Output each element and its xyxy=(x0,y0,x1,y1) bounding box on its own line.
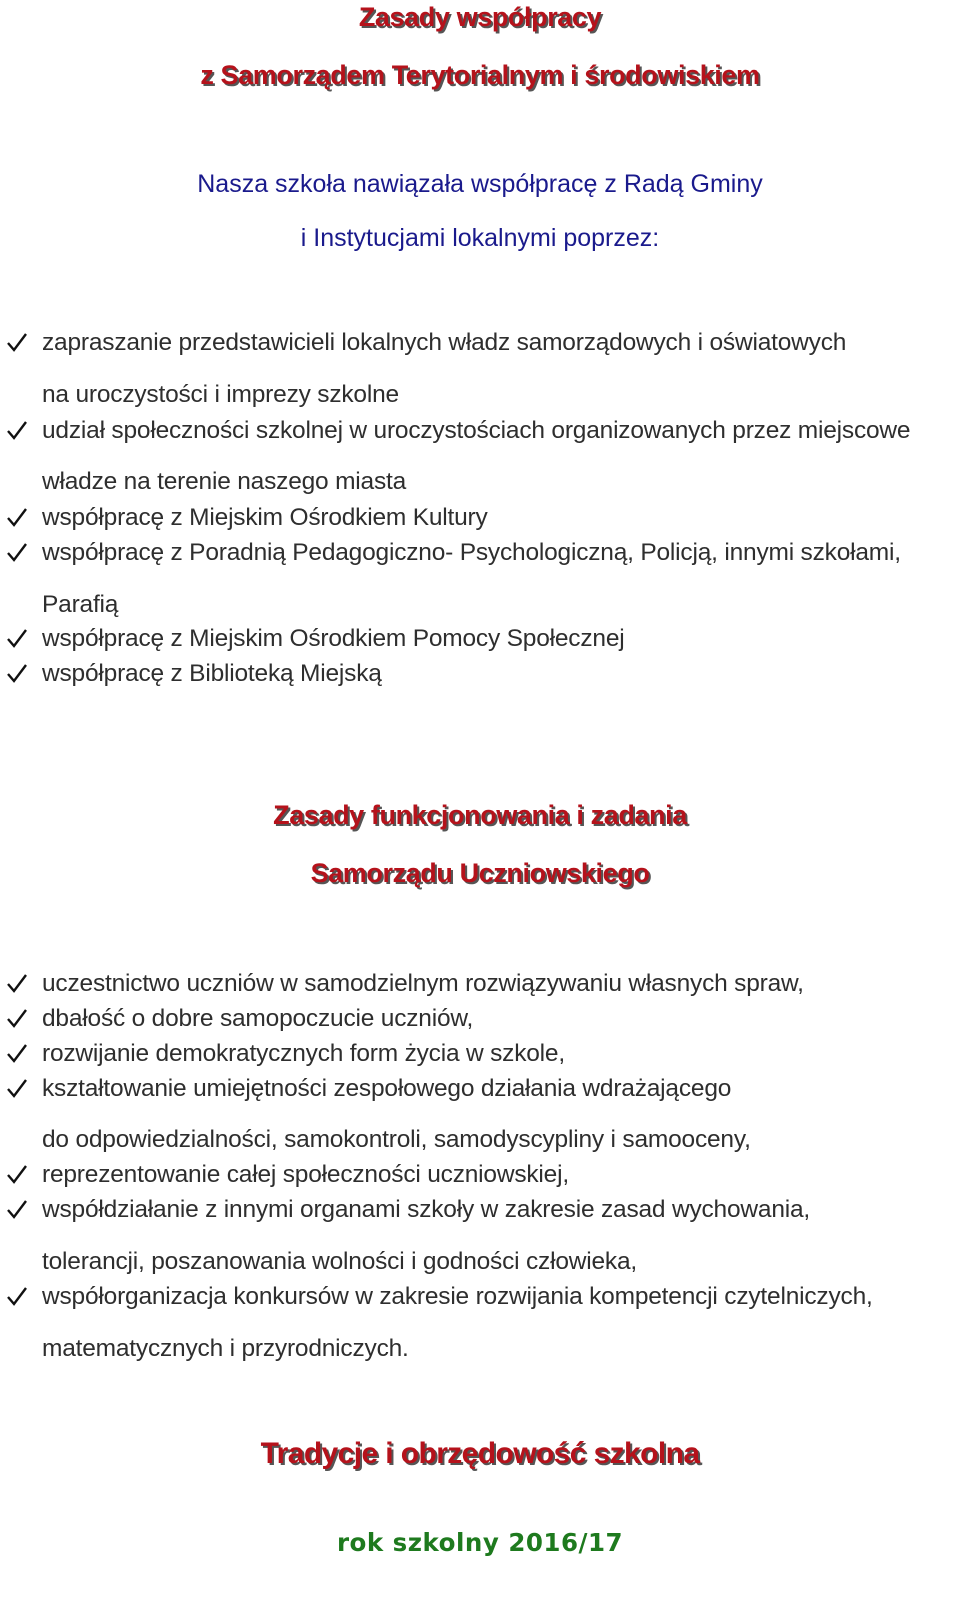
section2-title-line2: Samorządu Uczniowskiego xyxy=(310,858,650,888)
list-item: uczestnictwo uczniów w samodzielnym rozwiązywaniu własnych spraw, xyxy=(42,970,804,997)
section2-title-line1: Zasady funkcjonowania i zadania xyxy=(273,800,687,830)
section1-title-line1: Zasady współpracy xyxy=(358,2,602,32)
list-item: współpracę z Biblioteką Miejską xyxy=(42,660,382,687)
checkmark-icon xyxy=(6,1198,28,1220)
checkmark-icon xyxy=(6,627,28,649)
school-year: rok szkolny 2016/17 xyxy=(336,1528,624,1557)
list-item-continuation: matematycznych i przyrodniczych. xyxy=(42,1335,409,1362)
checkmark-icon xyxy=(6,1077,28,1099)
list-item: zapraszanie przedstawicieli lokalnych władz samorządowych i oświatowych xyxy=(42,329,847,356)
checkmark-icon xyxy=(6,1042,28,1064)
checkmark-icon xyxy=(6,972,28,994)
checkmark-icon xyxy=(6,419,28,441)
list-item: rozwijanie demokratycznych form życia w szkole, xyxy=(42,1040,565,1067)
list-item-continuation: Parafią xyxy=(42,591,119,618)
list-item: udział społeczności szkolnej w uroczystościach organizowanych przez miejscowe xyxy=(42,417,911,444)
list-item: współorganizacja konkursów w zakresie rozwijania kompetencji czytelniczych, xyxy=(42,1283,873,1310)
checkmark-icon xyxy=(6,506,28,528)
intro-line1: Nasza szkoła nawiązała współpracę z Radą Gminy xyxy=(197,170,763,198)
list-item-continuation: do odpowiedzialności, samokontroli, samodyscypliny i samooceny, xyxy=(42,1126,751,1153)
checkmark-icon xyxy=(6,662,28,684)
list-item: współpracę z Miejskim Ośrodkiem Pomocy Społecznej xyxy=(42,625,625,652)
list-item: współdziałanie z innymi organami szkoły w zakresie zasad wychowania, xyxy=(42,1196,811,1223)
list-item: dbałość o dobre samopoczucie uczniów, xyxy=(42,1005,474,1032)
checkmark-icon xyxy=(6,541,28,563)
checkmark-icon xyxy=(6,1285,28,1307)
list-item: współpracę z Miejskim Ośrodkiem Kultury xyxy=(42,504,488,531)
checkmark-icon xyxy=(6,1163,28,1185)
checkmark-icon xyxy=(6,1007,28,1029)
list-item-continuation: władze na terenie naszego miasta xyxy=(42,468,407,495)
checkmark-icon xyxy=(6,331,28,353)
list-item: reprezentowanie całej społeczności uczniowskiej, xyxy=(42,1161,569,1188)
list-item-continuation: tolerancji, poszanowania wolności i godności człowieka, xyxy=(42,1248,638,1275)
section3-title: Tradycje i obrzędowość szkolna xyxy=(260,1437,700,1470)
intro-line2: i Instytucjami lokalnymi poprzez: xyxy=(300,224,660,252)
list-item: współpracę z Poradnią Pedagogiczno- Psychologiczną, Policją, innymi szkołami, xyxy=(42,539,901,566)
list-item: kształtowanie umiejętności zespołowego działania wdrażającego xyxy=(42,1075,732,1102)
section1-title-line2: z Samorządem Terytorialnym i środowiskiem xyxy=(200,60,760,90)
list-item-continuation: na uroczystości i imprezy szkolne xyxy=(42,381,399,408)
